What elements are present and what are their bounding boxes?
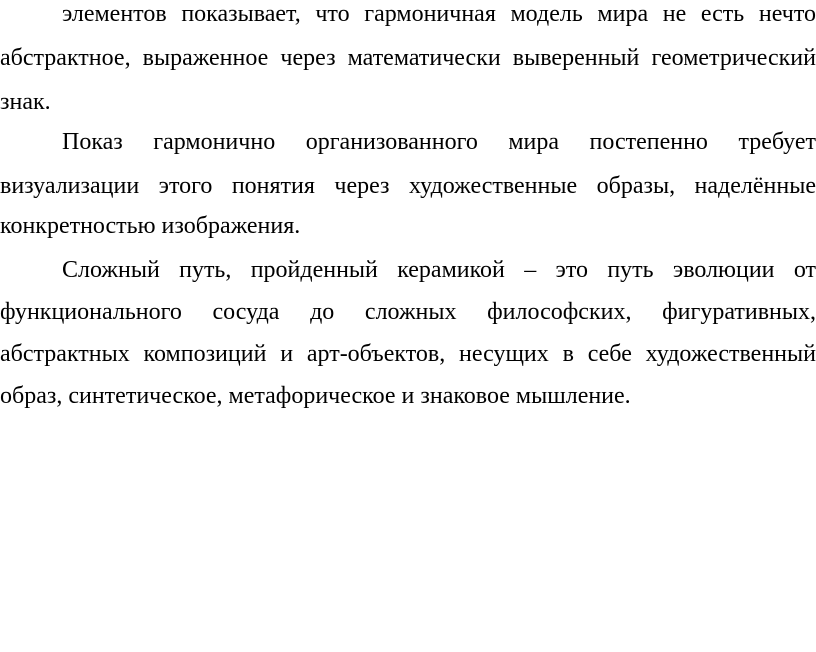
- paragraph-2-line-1: Показ гармонично организованного мира постепенно требует: [62, 129, 816, 155]
- paragraph-3-line-4: образ, синтетическое, метафорическое и знаковое мышление.: [0, 383, 631, 409]
- paragraph-1-line-1: элементов показывает, что гармоничная модель мира не есть нечто: [62, 1, 816, 27]
- paragraph-3-line-1: Сложный путь, пройденный керамикой – это путь эволюции от: [62, 257, 816, 283]
- paragraph-2-line-3: конкретностью изображения.: [0, 213, 301, 239]
- paragraph-3-line-3: абстрактных композиций и арт-объектов, несущих в себе художественный: [0, 341, 816, 367]
- paragraph-1-line-2: абстрактное, выраженное через математически выверенный геометрический: [0, 45, 816, 71]
- paragraph-1-line-3: знак.: [0, 89, 51, 115]
- paragraph-2-line-2: визуализации этого понятия через художественные образы, наделённые: [0, 173, 816, 199]
- paragraph-3-line-2: функционального сосуда до сложных философских, фигуративных,: [0, 299, 816, 325]
